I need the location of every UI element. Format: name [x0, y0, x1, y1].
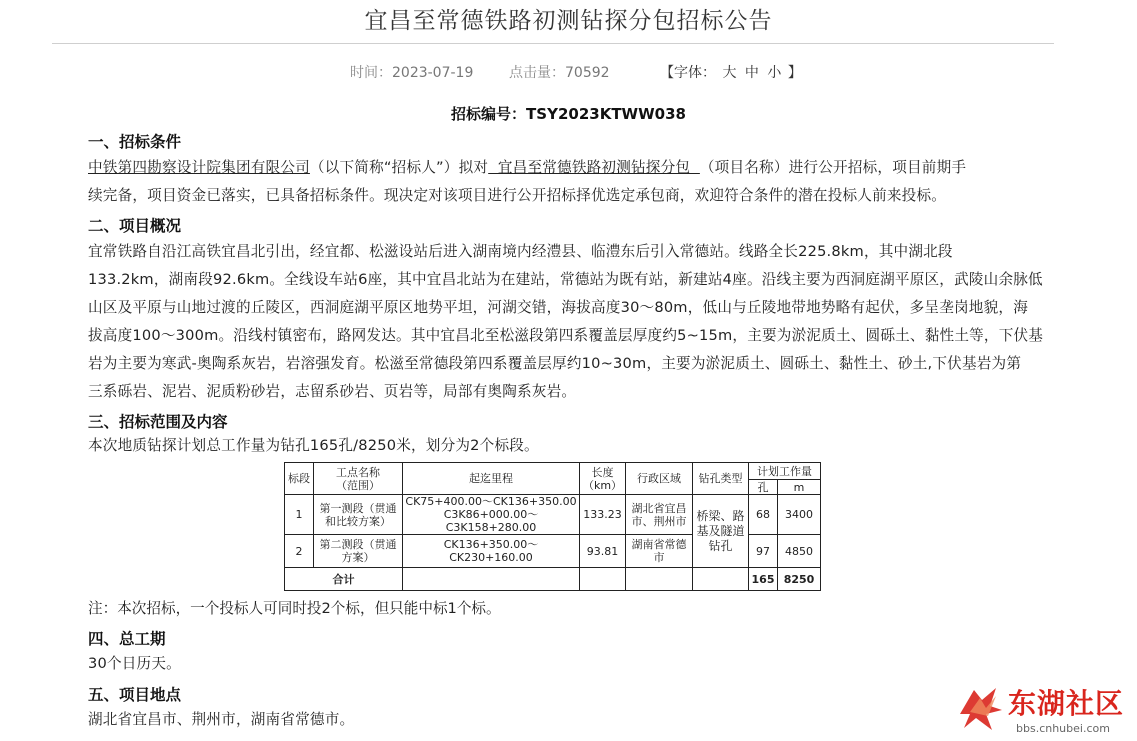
cell-length: 93.81	[580, 535, 626, 568]
cell-hole-type-3: 钻孔	[708, 538, 733, 553]
cell-hole-type	[693, 495, 749, 568]
cell-total-label: 合计	[285, 568, 403, 591]
duration-text: 30个日历天。	[88, 655, 181, 672]
cell-total-meters: 8250	[778, 568, 821, 591]
cell-hole-type-1: 桥梁、路	[696, 508, 745, 523]
overview-line: 三系砾岩、泥岩、泥质粉砂岩，志留系砂岩、页岩等，局部有奥陶系灰岩。	[88, 383, 577, 400]
bid-conditions-line-1	[88, 154, 1054, 182]
font-size-small-link[interactable]: 小	[767, 65, 782, 81]
font-size-large-link[interactable]: 大	[722, 65, 737, 81]
heading-duration: 四、总工期	[88, 630, 166, 648]
th-region: 行政区域	[626, 463, 693, 495]
th-length-2: （km）	[582, 478, 623, 492]
cell-region	[626, 495, 693, 535]
bid-conditions-text	[88, 154, 1054, 210]
dragon-icon	[956, 684, 1006, 734]
th-holes: 孔	[749, 480, 778, 495]
location-text: 湖北省宜昌市、荆州市，湖南省常德市。	[88, 711, 355, 728]
th-meters: m	[778, 480, 821, 495]
time-label: 时间：	[350, 65, 392, 81]
cell-section: 2	[285, 535, 314, 568]
overview-line: 宜常铁路自沿江高铁宜昌北引出，经宜都、松滋设站后进入湖南境内经澧县、临澧东后引入常德站。线路全长225.8km，其中湖北段	[88, 243, 953, 260]
table-total-row	[285, 568, 821, 591]
bid-conditions-line-2: 续完备，项目资金已落实，已具备招标条件。现决定对该项目进行公开招标择优选定承包商，欢迎符合条件的潜在投标人前来投标。	[88, 187, 947, 204]
cell-region-2: 市	[653, 551, 665, 564]
font-size-suffix: 】	[787, 65, 802, 81]
page-title: 宜昌至常德铁路初测钻探分包招标公告	[364, 8, 773, 34]
click-count	[509, 62, 610, 82]
cell-section: 1	[285, 495, 314, 535]
cell-site-name	[314, 495, 403, 535]
watermark-logo	[952, 682, 1132, 740]
watermark-url: bbs.cnhubei.com	[1016, 722, 1110, 735]
cell-site-name-2: 和比较方案）	[325, 514, 391, 528]
cell-length: 133.23	[580, 495, 626, 535]
th-site-name	[314, 463, 403, 495]
th-site-name-1: 工点名称	[336, 465, 380, 479]
overview-line: 岩为主要为寒武-奥陶系灰岩，岩溶强发育。松滋至常德段第四系覆盖层厚约10~30m，主要为淤泥质土、圆砾土、黏性土、砂土,下伏基岩为第	[88, 355, 1022, 372]
cell-meters: 3400	[778, 495, 821, 535]
cell-mileage-1: CK75+400.00～CK136+350.00	[405, 495, 577, 508]
overview-line: 拔高度100～300m。沿线村镇密布，路网发达。其中宜昌北至松滋段第四系覆盖层厚度约5~15m，主要为淤泥质土、圆砾土、黏性土等，下伏基	[88, 327, 1044, 344]
th-workload: 计划工作量	[749, 463, 821, 480]
tenderer-name: 中铁第四勘察设计院集团有限公司	[88, 159, 310, 176]
publish-time	[350, 62, 473, 82]
cell-empty	[693, 568, 749, 591]
cell-region-1: 湖南省常德	[631, 538, 687, 551]
overview-line: 133.2km，湖南段92.6km。全线设车站6座，其中宜昌北站为在建站，常德站为既有站，新建站4座。沿线主要为西洞庭湖平原区，武陵山余脉低	[88, 271, 1043, 288]
cell-mileage: CK136+350.00～CK230+160.00	[403, 535, 580, 568]
cell-empty	[403, 568, 580, 591]
bid-sections-table	[284, 462, 821, 591]
time-value: 2023-07-19	[392, 65, 474, 81]
cell-holes: 97	[749, 535, 778, 568]
cell-total-holes: 165	[749, 568, 778, 591]
table-row	[285, 495, 821, 535]
clicks-label: 点击量：	[509, 65, 565, 81]
th-site-name-2: （范围）	[336, 478, 380, 492]
heading-project-overview: 二、项目概况	[88, 217, 182, 235]
clicks-value: 70592	[565, 65, 610, 81]
cell-site-name	[314, 535, 403, 568]
heading-bid-scope: 三、招标范围及内容	[88, 413, 228, 431]
cell-mileage	[403, 495, 580, 535]
cell-mileage-2: C3K86+000.00～C3K158+280.00	[443, 508, 539, 534]
bid-conditions-text-a: （以下简称“招标人”）拟对	[309, 159, 489, 176]
title-divider	[52, 43, 1054, 44]
bid-note: 注：本次招标，一个投标人可同时投2个标，但只能中标1个标。	[88, 600, 501, 617]
overview-line: 山区及平原与山地过渡的丘陵区，西洞庭湖平原区地势平坦，河湖交错，海拔高度30～80m，低山与丘陵地带地势略有起伏，多呈垄岗地貌，海	[88, 299, 1028, 316]
th-length	[580, 463, 626, 495]
cell-hole-type-2: 基及隧道	[696, 523, 745, 538]
cell-region	[626, 535, 693, 568]
cell-holes: 68	[749, 495, 778, 535]
table-header-row	[285, 463, 821, 480]
th-section: 标段	[285, 463, 314, 495]
cell-region-2: 市、荆州市	[631, 514, 687, 528]
project-name: 宜昌至常德铁路初测钻探分包	[488, 159, 700, 176]
font-size-prefix: 【字体：	[660, 65, 716, 81]
cell-region-1: 湖北省宜昌	[631, 501, 687, 515]
watermark-name: 东湖社区	[1008, 687, 1125, 720]
cell-meters: 4850	[778, 535, 821, 568]
heading-bid-conditions: 一、招标条件	[88, 133, 182, 151]
font-size-medium-link[interactable]: 中	[744, 65, 759, 81]
bid-scope-intro: 本次地质钻探计划总工作量为钻孔165孔/8250米，划分为2个标段。	[88, 437, 539, 454]
th-hole-type: 钻孔类型	[693, 463, 749, 495]
cell-site-name-1: 第一测段（贯通	[319, 501, 397, 515]
font-size-switcher	[660, 62, 802, 82]
th-mileage: 起迄里程	[403, 463, 580, 495]
bid-conditions-text-b: （项目名称）进行公开招标，项目前期手	[699, 159, 967, 176]
cell-empty	[626, 568, 693, 591]
heading-location: 五、项目地点	[88, 686, 182, 704]
th-length-1: 长度	[591, 465, 614, 479]
cell-site-name-2: 方案）	[341, 551, 375, 564]
bid-code: 招标编号：TSY2023KTWW038	[451, 105, 686, 123]
cell-empty	[580, 568, 626, 591]
project-overview-text	[88, 238, 1054, 406]
cell-site-name-1: 第二测段（贯通	[319, 538, 397, 551]
